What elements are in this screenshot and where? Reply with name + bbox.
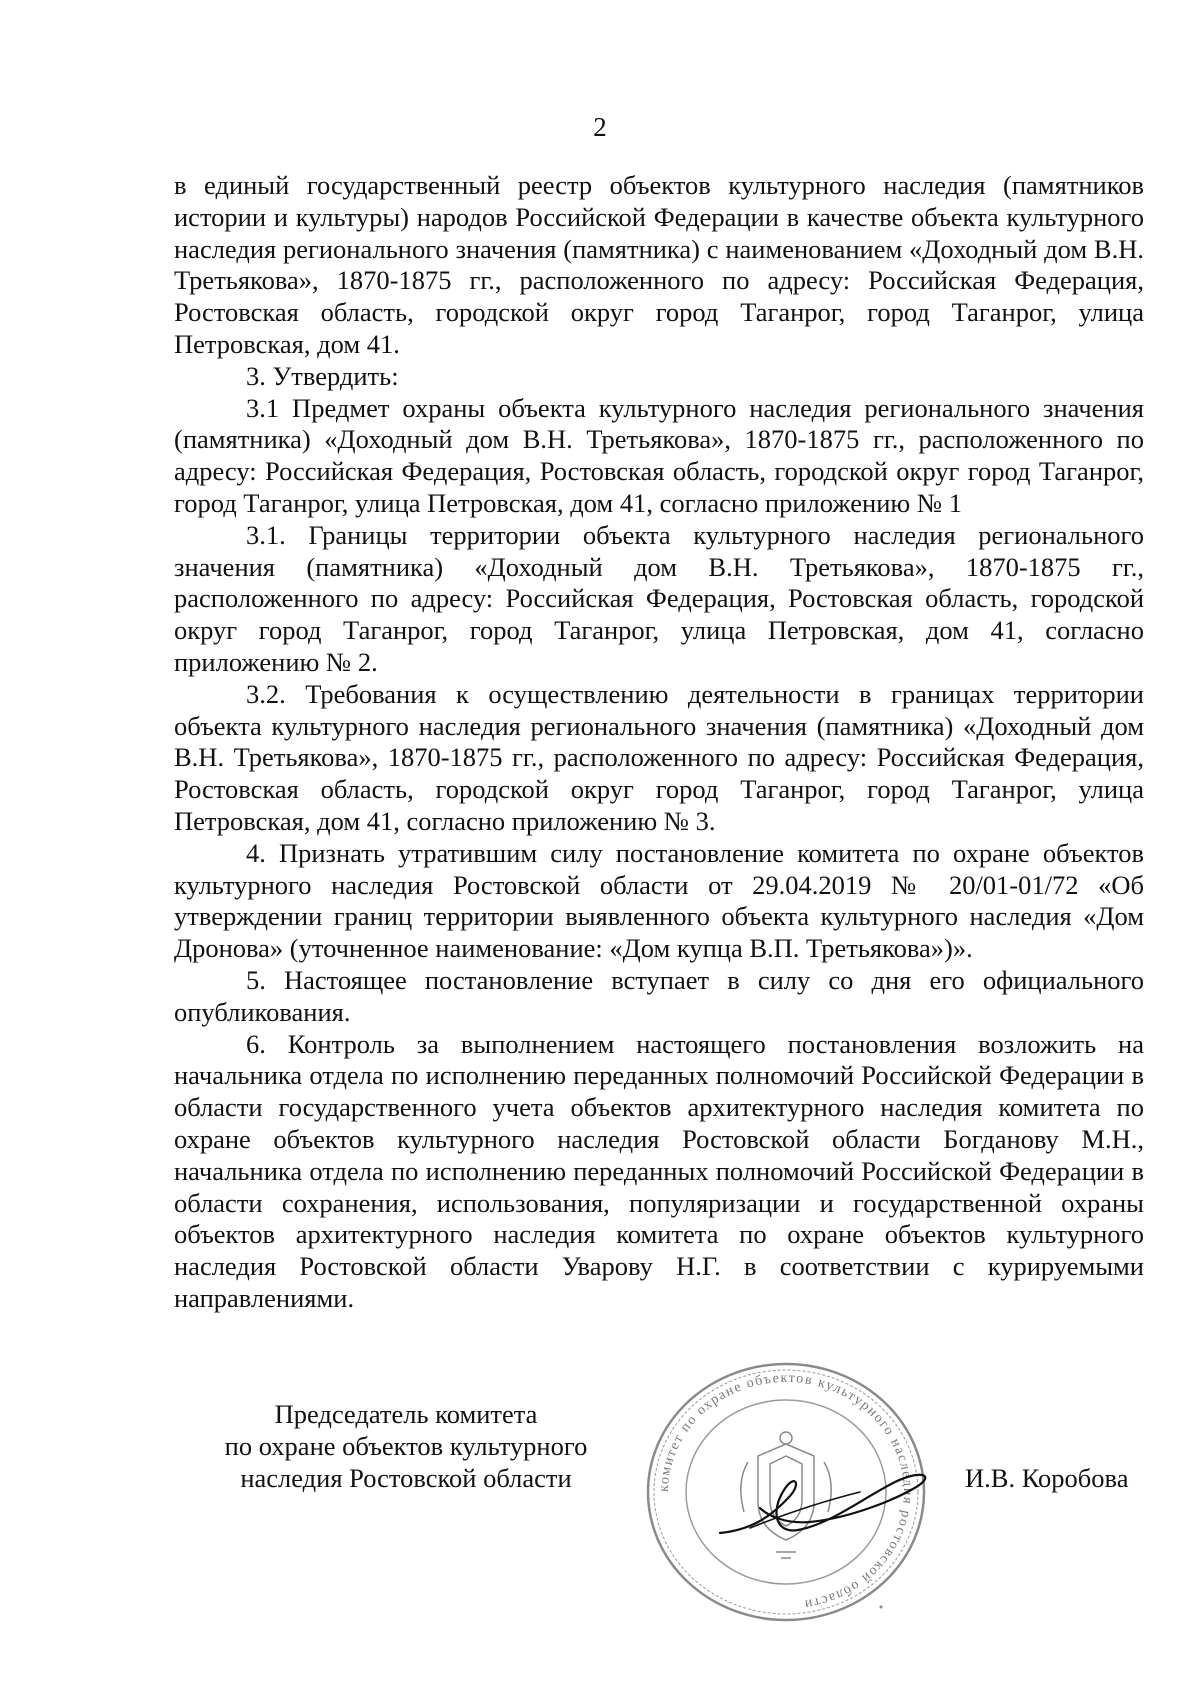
handwritten-signature: [690, 1438, 950, 1558]
paragraph-item-4: 4. Признать утратившим силу постановление комитета по охране объектов культурного наследия Ростовской области от 29.04.2019 № 20/01-01/72 «Об утверждении границ территории выявленного объекта культурного наследия «Дом Дронова» (уточненное наименование: «Дом купца В.П. Третьякова»)».: [174, 837, 1144, 964]
paragraph-item-3-2: 3.2. Требования к осуществлению деятельности в границах территории объекта культурного наследия регионального значения (памятника) «Доходный дом В.Н. Третьякова», 1870-1875 гг., расположенного по адресу: Российская Федерация, Ростовская область, городской округ город Таганрог, город Таганрог, улица Петровская, дом 41, согласно приложению № 3.: [174, 678, 1144, 836]
signatory-name: И.В. Коробова: [965, 1463, 1129, 1493]
paragraph-item-6: 6. Контроль за выполнением настоящего постановления возложить на начальника отдела по исполнению переданных полномочий Российской Федерации в области государственного учета объектов архитектурного наследия комитета по охране объектов культурного наследия Ростовской области Богданову М.Н., начальника отдела по исполнению переданных полномочий Российской Федерации в области сохранения, использования, популяризации и государственной охраны объектов архитектурного наследия комитета по охране объектов культурного наследия Ростовской области Уварову Н.Г. в соответствии с курируемыми направлениями.: [174, 1028, 1144, 1313]
paragraph-continuation: в единый государственный реестр объектов культурного наследия (памятников истории и культуры) народов Российской Федерации в качестве объекта культурного наследия регионального значения (памятника) с наименованием «Доходный дом В.Н. Третьякова», 1870-1875 гг., расположенного по адресу: Российская Федерация, Ростовская область, городской округ город Таганрог, город Таганрог, улица Петровская, дом 41.: [174, 170, 1144, 359]
paragraph-item-5: 5. Настоящее постановление вступает в силу со дня его официального опубликования.: [174, 964, 1144, 1027]
signatory-title-line: по охране объектов культурного: [224, 1431, 588, 1461]
signatory-title-line: Председатель комитета: [274, 1399, 538, 1429]
page-number: 2: [593, 112, 607, 142]
signature-block: [0, 1370, 1200, 1658]
seal-text: комитет по охране объектов культурного наследия ростовской области: [656, 1370, 916, 1612]
paragraph-item-3-1-subject: 3.1 Предмет охраны объекта культурного наследия регионального значения (памятника) «Доходный дом В.Н. Третьякова», 1870-1875 гг., расположенного по адресу: Российская Федерация, Ростовская область, городской округ город Таганрог, город Таганрог, улица Петровская, дом 41, согласно приложению № 1: [174, 392, 1144, 518]
document-body: [174, 170, 1144, 1315]
paragraph-item-3: 3. Утвердить:: [246, 360, 399, 391]
paragraph-item-3-1-boundaries: 3.1. Границы территории объекта культурного наследия регионального значения (памятника) «Доходный дом В.Н. Третьякова», 1870-1875 гг., расположенного по адресу: Российская Федерация, Ростовская область, городской округ город Таганрог, город Таганрог, улица Петровская, дом 41, согласно приложению № 2.: [174, 519, 1144, 677]
signatory-title-line: наследия Ростовской области: [240, 1463, 572, 1493]
signatory-title: [196, 1398, 616, 1494]
